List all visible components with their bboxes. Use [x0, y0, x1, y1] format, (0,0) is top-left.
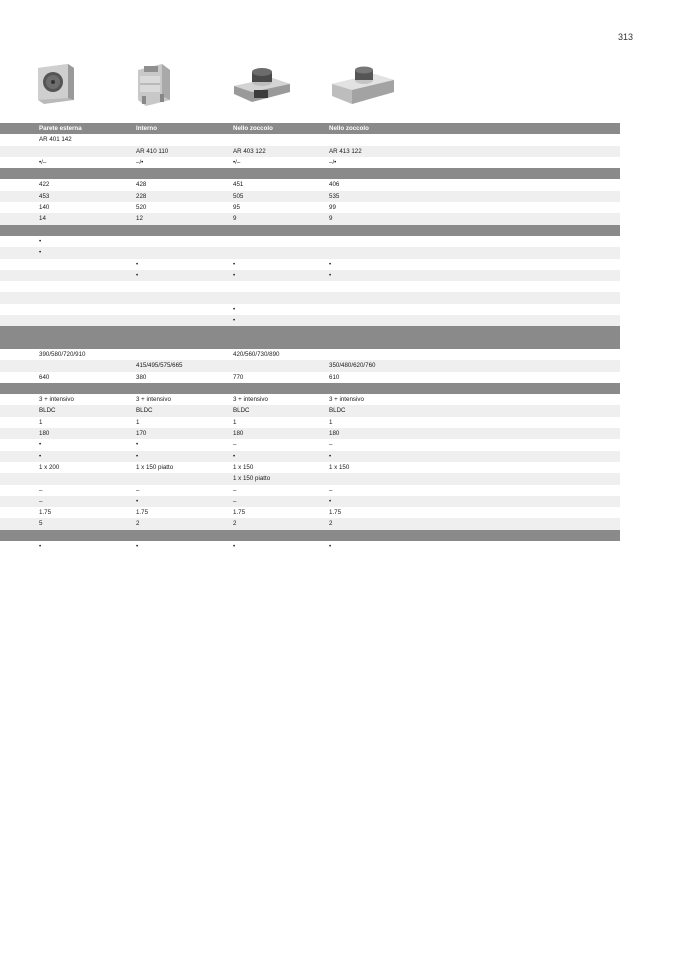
table-cell: 415/495/575/665	[136, 362, 183, 370]
table-header-row	[0, 123, 620, 134]
table-row	[0, 259, 620, 270]
table-cell: –	[233, 497, 237, 505]
table-cell: •	[39, 452, 42, 460]
table-cell: –/•	[136, 158, 144, 166]
table-cell: 1 x 150 piatto	[233, 475, 271, 483]
table-cell: 1 x 150	[233, 463, 254, 471]
column-header: Interno	[136, 125, 157, 132]
table-cell: 3 + intensivo	[39, 396, 74, 404]
table-row	[0, 485, 620, 496]
table-cell: 380	[136, 373, 147, 381]
table-cell: 505	[233, 192, 244, 200]
table-row	[0, 417, 620, 428]
table-row	[0, 496, 620, 507]
table-cell: AR 410 110	[136, 147, 169, 155]
table-cell: –	[329, 441, 333, 449]
table-cell: 1 x 150	[329, 463, 350, 471]
table-row	[0, 270, 620, 281]
table-row	[0, 247, 620, 258]
table-row	[0, 213, 620, 224]
table-cell: 2	[136, 520, 140, 528]
table-cell: •	[39, 249, 42, 257]
section-divider	[0, 225, 620, 236]
table-row	[0, 473, 620, 484]
table-cell: 770	[233, 373, 244, 381]
table-cell: •	[39, 542, 42, 550]
table-cell: •	[329, 271, 332, 279]
table-cell: 1	[329, 418, 333, 426]
table-cell: 95	[233, 204, 240, 212]
table-body	[0, 134, 620, 552]
table-cell: 1 x 150 piatto	[136, 463, 174, 471]
table-cell: AR 403 122	[233, 147, 266, 155]
table-cell: 3 + intensivo	[329, 396, 364, 404]
table-cell: •	[329, 260, 332, 268]
table-cell: •	[136, 441, 139, 449]
table-cell: 99	[329, 204, 336, 212]
table-cell: BLDC	[39, 407, 56, 415]
table-cell: 140	[39, 204, 50, 212]
table-cell: 422	[39, 181, 50, 189]
table-cell: –	[329, 486, 333, 494]
table-cell: •	[233, 260, 236, 268]
table-cell: BLDC	[136, 407, 153, 415]
table-cell: –	[39, 497, 43, 505]
table-cell: 180	[39, 430, 50, 438]
table-cell: •	[233, 452, 236, 460]
section-divider	[0, 168, 620, 179]
table-cell: 420/560/730/890	[233, 350, 280, 358]
table-row	[0, 451, 620, 462]
table-cell: AR 401 142	[39, 136, 72, 144]
page-number: 313	[618, 32, 634, 42]
table-cell: 170	[136, 430, 147, 438]
plinth-motor-unit-icon	[232, 60, 292, 104]
table-row	[0, 394, 620, 405]
table-cell: 1	[136, 418, 140, 426]
table-cell: 180	[329, 430, 340, 438]
table-cell: •	[233, 271, 236, 279]
table-cell: –	[233, 486, 237, 494]
table-cell: –/•	[329, 158, 337, 166]
table-cell: •/–	[39, 158, 47, 166]
table-cell: 1.75	[233, 509, 246, 517]
table-row	[0, 236, 620, 247]
section-divider	[0, 383, 620, 394]
table-cell: 406	[329, 181, 340, 189]
table-cell: •	[136, 452, 139, 460]
table-cell: 1.75	[136, 509, 149, 517]
table-row	[0, 315, 620, 326]
table-cell: 451	[233, 181, 244, 189]
table-cell: 1 x 200	[39, 463, 60, 471]
table-row	[0, 439, 620, 450]
table-cell: 610	[329, 373, 340, 381]
table-cell: 9	[329, 215, 333, 223]
table-cell: 520	[136, 204, 147, 212]
table-cell: 428	[136, 181, 147, 189]
table-row	[0, 428, 620, 439]
table-cell: •	[39, 441, 42, 449]
table-cell: 1.75	[329, 509, 342, 517]
table-cell: 3 + intensivo	[136, 396, 171, 404]
table-cell: 453	[39, 192, 50, 200]
table-cell: 1	[233, 418, 237, 426]
section-divider	[0, 338, 620, 349]
table-cell: 640	[39, 373, 50, 381]
column-header: Nello zoccolo	[233, 125, 273, 132]
table-cell: •	[233, 305, 236, 313]
table-cell: BLDC	[233, 407, 250, 415]
table-row	[0, 349, 620, 360]
table-cell: –	[39, 486, 43, 494]
table-cell: •	[136, 271, 139, 279]
table-cell: –	[136, 486, 140, 494]
column-header: Parete esterna	[39, 125, 82, 132]
table-cell: 1	[39, 418, 43, 426]
table-row	[0, 518, 620, 529]
internal-blower-unit-icon	[134, 60, 174, 108]
table-cell: •	[136, 260, 139, 268]
section-divider	[0, 530, 620, 541]
wall-fan-unit-icon	[36, 60, 76, 106]
table-row	[0, 292, 620, 303]
table-cell: •/–	[233, 158, 241, 166]
column-header: Nello zoccolo	[329, 125, 369, 132]
table-cell: AR 413 122	[329, 147, 362, 155]
table-cell: 2	[329, 520, 333, 528]
table-cell: •	[329, 452, 332, 460]
table-row	[0, 304, 620, 315]
table-row	[0, 202, 620, 213]
table-cell: –	[233, 441, 237, 449]
plinth-motor-unit-large-icon	[330, 60, 396, 106]
table-cell: 5	[39, 520, 43, 528]
section-divider	[0, 326, 620, 337]
table-row	[0, 462, 620, 473]
table-cell: 12	[136, 215, 143, 223]
table-row	[0, 507, 620, 518]
table-cell: •	[136, 497, 139, 505]
table-cell: 14	[39, 215, 46, 223]
table-row	[0, 281, 620, 292]
table-row	[0, 146, 620, 157]
table-row	[0, 191, 620, 202]
table-row	[0, 134, 620, 145]
table-cell: •	[233, 542, 236, 550]
table-cell: •	[329, 497, 332, 505]
table-cell: •	[329, 542, 332, 550]
table-cell: •	[233, 317, 236, 325]
table-row	[0, 360, 620, 371]
table-cell: 2	[233, 520, 237, 528]
table-row	[0, 157, 620, 168]
table-row	[0, 541, 620, 552]
table-cell: BLDC	[329, 407, 346, 415]
table-cell: 9	[233, 215, 237, 223]
product-images	[0, 60, 677, 116]
table-cell: •	[39, 237, 42, 245]
table-cell: 3 + intensivo	[233, 396, 268, 404]
table-cell: 228	[136, 192, 147, 200]
table-row	[0, 372, 620, 383]
spec-table	[0, 123, 620, 552]
table-cell: 350/480/620/760	[329, 362, 376, 370]
table-row	[0, 405, 620, 416]
table-cell: 1.75	[39, 509, 52, 517]
table-cell: 535	[329, 192, 340, 200]
table-cell: 180	[233, 430, 244, 438]
table-cell: 390/580/720/910	[39, 350, 86, 358]
table-row	[0, 179, 620, 190]
table-cell: •	[136, 542, 139, 550]
